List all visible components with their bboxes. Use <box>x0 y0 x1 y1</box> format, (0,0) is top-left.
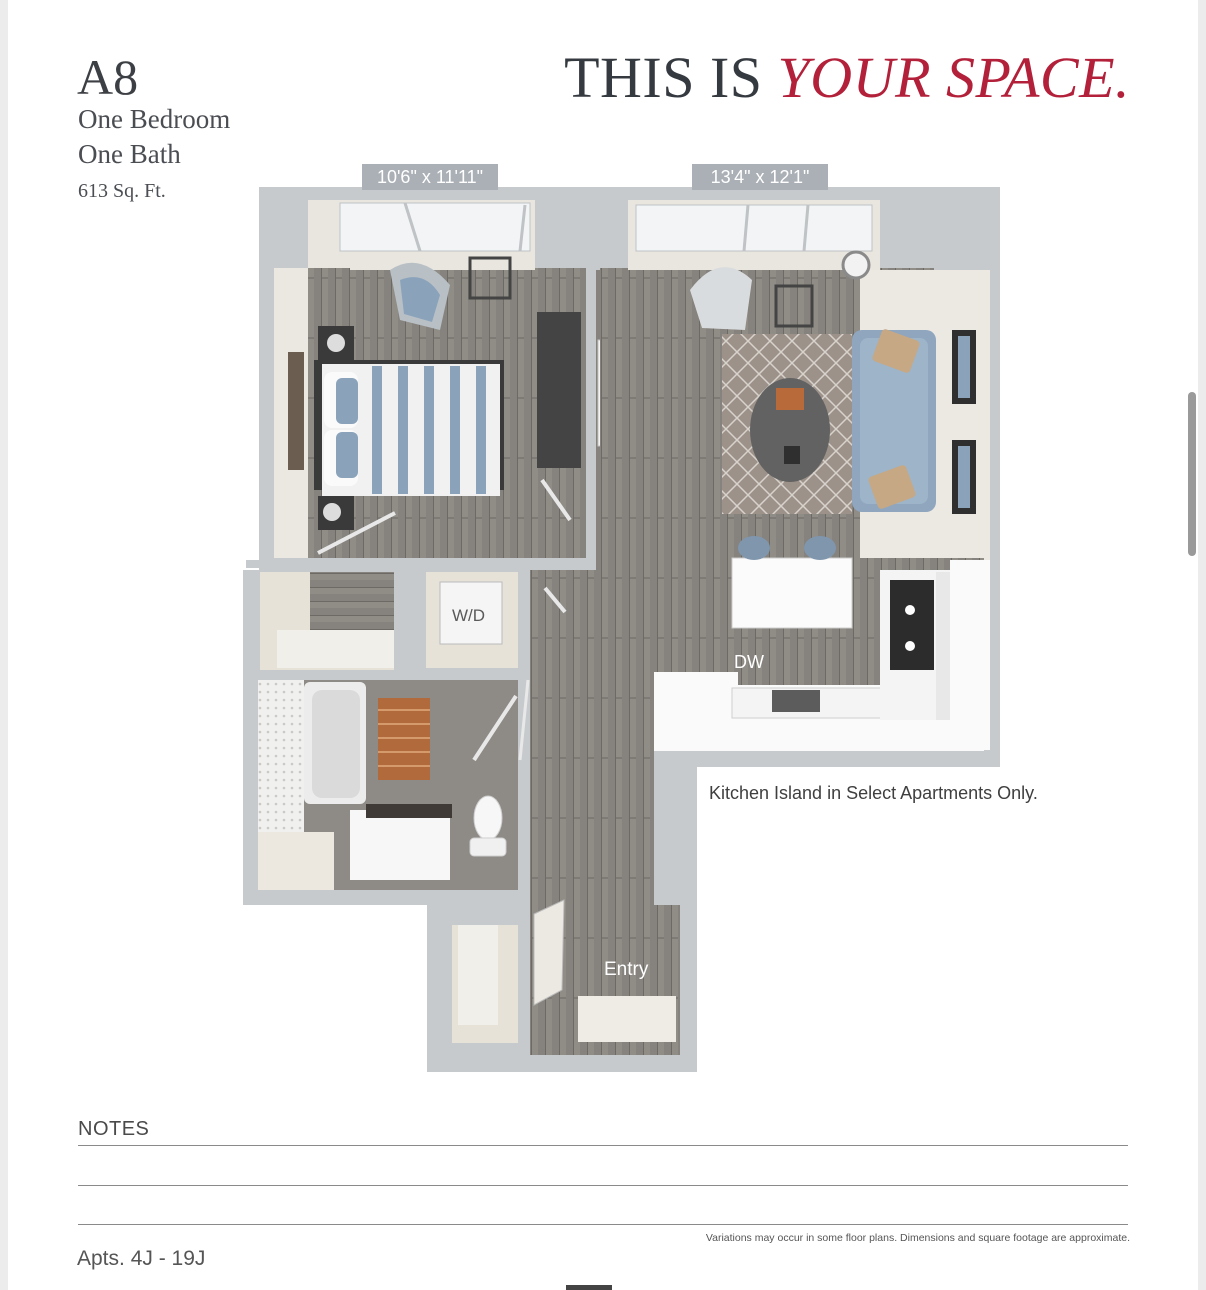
disclaimer: Variations may occur in some floor plans. Dimensions and square footage are approximate. <box>705 1232 1130 1244</box>
washer-dryer-label: W/D <box>452 606 486 625</box>
headline-prefix: THIS IS <box>564 45 778 110</box>
unit-code: A8 <box>77 49 139 105</box>
headline-accent: YOUR SPACE. <box>777 45 1130 110</box>
headline <box>564 44 1130 111</box>
page-indicator <box>566 1285 612 1290</box>
entry-label: Entry <box>604 959 649 980</box>
floor-plan <box>240 160 1000 1080</box>
apartment-range: Apts. 4J - 19J <box>77 1247 206 1270</box>
notes-title: NOTES <box>78 1118 150 1140</box>
dishwasher-label: DW <box>734 652 764 672</box>
living-room-dimensions: 13'4" x 12'1" <box>692 164 828 190</box>
unit-baths: One Bath <box>78 139 181 169</box>
scrollbar-thumb[interactable] <box>1188 392 1196 556</box>
unit-bedrooms: One Bedroom <box>78 104 231 134</box>
kitchen-island-note: Kitchen Island in Select Apartments Only. <box>709 783 1038 803</box>
page-edge-right <box>1198 0 1206 1290</box>
unit-area: 613 Sq. Ft. <box>78 180 166 202</box>
page-edge-left <box>0 0 8 1290</box>
notes-line <box>78 1185 1128 1186</box>
notes-line <box>78 1224 1128 1225</box>
notes-line <box>78 1145 1128 1146</box>
bedroom-dimensions: 10'6" x 11'11" <box>362 164 498 190</box>
